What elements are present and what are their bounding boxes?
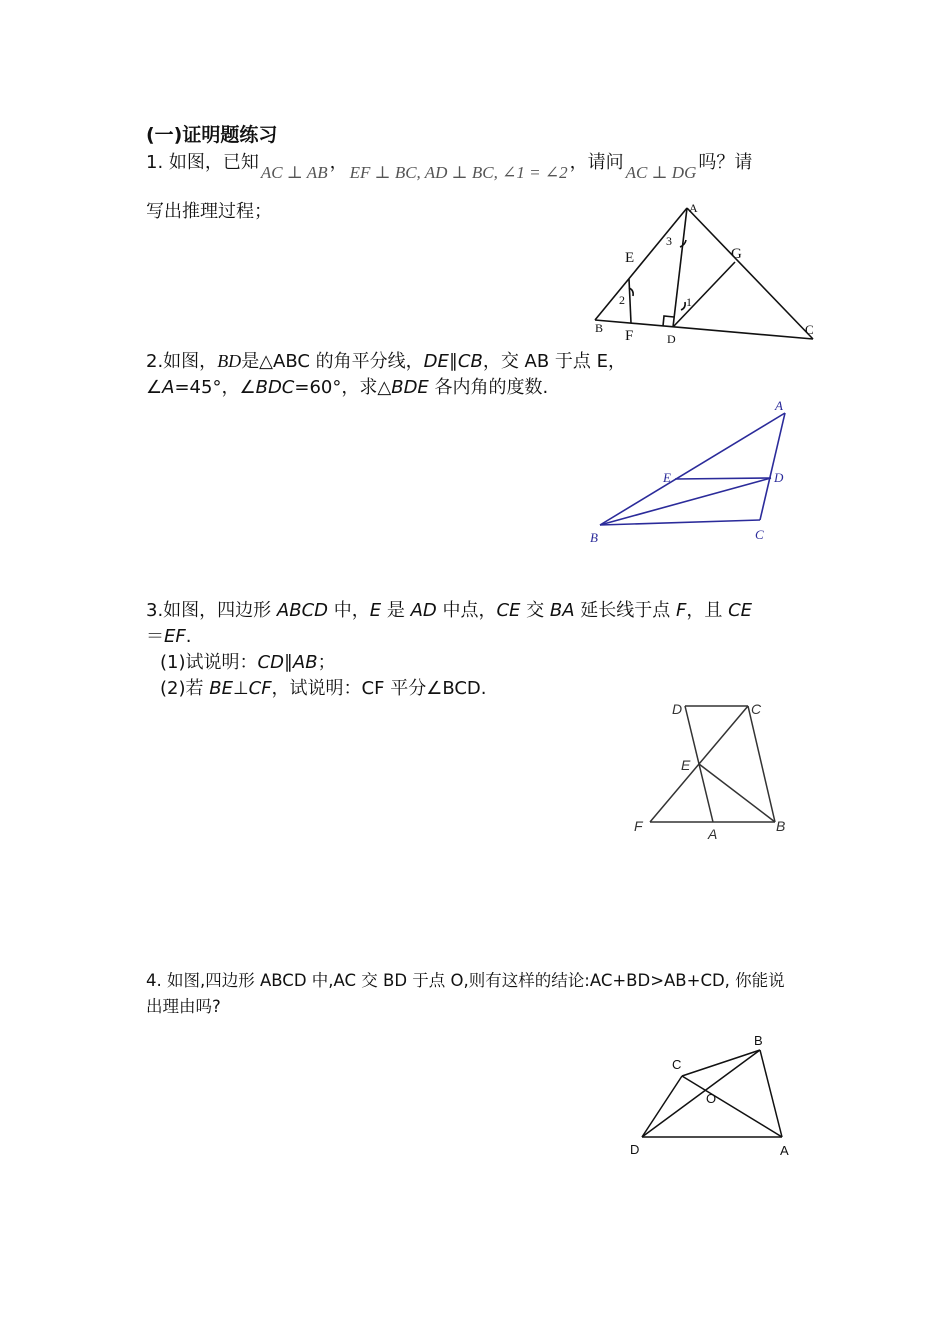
q2-label-B: B (590, 530, 598, 545)
q2-de-parallel: DE∥CB (423, 351, 483, 372)
q4-label-D: D (630, 1142, 640, 1157)
q4-seg-CB (682, 1050, 760, 1076)
q3-part1-text: (1)试说明： (160, 652, 258, 673)
q1-right-angle-mark (663, 316, 674, 326)
q2-seg-BC (600, 520, 760, 525)
q3-figure (630, 700, 800, 845)
q4-label-A: A (780, 1143, 789, 1158)
q2-text-6: 各内角的度数. (428, 377, 549, 398)
q3-period: . (185, 626, 192, 647)
q1-label-C: C (805, 322, 814, 337)
q3-label-C: C (751, 701, 762, 717)
q2-seg-BA (600, 413, 785, 525)
q1-seg-EF (629, 279, 631, 323)
q1-line2: 写出推理过程； (146, 201, 272, 222)
q3-text-5: 交 (520, 600, 550, 621)
q4-line1: 4. 如图,四边形 ABCD 中,AC 交 BD 于点 O,则有这样的结论:AC+BD>AB+CD, 你能说 (146, 971, 785, 990)
q3-part2-text: (2)若 (160, 678, 210, 699)
q1-label-B: B (595, 321, 604, 335)
q3-ef: EF (164, 626, 186, 647)
q3-text-4: 中点， (436, 600, 497, 621)
q3-text-6: 延长线于点 (574, 600, 677, 621)
q1-label-2: 2 (619, 293, 625, 307)
q2-line2 (146, 375, 548, 401)
q2-text-4: =45°，∠ (174, 377, 256, 398)
q2-label-E: E (663, 470, 671, 485)
q3-label-F: F (634, 818, 643, 834)
q3-text-7: ，且 (686, 600, 729, 621)
q2-seg-ED (675, 478, 771, 479)
q1-label-3: 3 (666, 234, 672, 248)
q2-seg-AC (760, 413, 785, 520)
q1-label-1: 1 (686, 295, 692, 309)
q1-suffix: 吗？请 (698, 152, 753, 173)
q4-line2: 出理由吗? (146, 997, 221, 1016)
q1-seg-DG (673, 262, 735, 327)
q2-text-1: 2.如图， (146, 351, 218, 372)
q3-label-D: D (672, 701, 683, 717)
q1-label-E: E (625, 250, 635, 266)
q3-text-2: 中， (328, 600, 370, 621)
q1-formula-3: AC ⊥ DG (625, 163, 697, 182)
q2-text-5: =60°，求△ (294, 377, 392, 398)
q1-sep: ， (329, 152, 348, 173)
q1-mid: ，请问 (569, 152, 624, 173)
q1-seg-AD (673, 208, 687, 327)
q2-angle-sym: ∠ (146, 377, 163, 398)
q3-line1 (146, 598, 752, 624)
q2-figure (585, 398, 815, 548)
q2-line1 (146, 348, 626, 375)
q1-figure (585, 200, 825, 350)
q3-part2 (160, 676, 487, 702)
q3-text-3: 是 (381, 600, 411, 621)
q1-label-G: G (731, 246, 742, 262)
q3-cd-parallel-ab: CD∥AB (257, 652, 318, 673)
q3-ad: AD (410, 600, 437, 621)
q3-label-A: A (708, 826, 718, 842)
q2-seg-BD (600, 478, 771, 525)
q3-abcd: ABCD (276, 600, 328, 621)
q3-line2 (146, 624, 191, 650)
q1-label-F: F (625, 328, 634, 344)
q4-seg-DC (642, 1076, 682, 1137)
q4-label-B: B (754, 1033, 763, 1048)
q3-part2-end: ，试说明：CF 平分∠BCD. (271, 678, 487, 699)
q1-formula-1: AC ⊥ AB (260, 163, 328, 182)
q3-be-perp-cf: BE⊥CF (209, 678, 272, 699)
q2-text-2: 是△ABC 的角平分线， (241, 351, 424, 372)
q3-label-E: E (681, 757, 691, 773)
q1-label-D: D (667, 332, 676, 346)
q1-seg-AC (687, 208, 813, 339)
q2-label-D: D (774, 470, 784, 485)
q3-label-B: B (776, 818, 786, 834)
q2-A: A (162, 377, 175, 398)
q3-text-1: 3.如图，四边形 (146, 600, 277, 621)
q4-figure (620, 1030, 810, 1165)
q2-text-3: ，交 AB 于点 E， (482, 351, 627, 372)
q4-label-C: C (672, 1057, 682, 1072)
q3-part1-end: ； (317, 652, 336, 673)
q3-e: E (369, 600, 382, 621)
q1-line1 (146, 150, 753, 182)
q2-bde: BDE (391, 377, 429, 398)
q4-label-O: O (706, 1091, 717, 1106)
q3-ba: BA (549, 600, 575, 621)
q3-f: F (676, 600, 687, 621)
q3-equals: ＝ (146, 626, 164, 647)
q3-part1 (160, 650, 336, 676)
q1-label-A: A (689, 201, 698, 215)
q2-bd: BD (217, 351, 242, 371)
q1-formula-2: EF ⊥ BC, AD ⊥ BC, ∠1 = ∠2 (349, 163, 568, 182)
q4-seg-BA (760, 1050, 782, 1137)
q3-ce-2: CE (728, 600, 753, 621)
q1-angle1-arc (681, 302, 685, 310)
q2-bdc: BDC (255, 377, 295, 398)
q3-ce: CE (496, 600, 521, 621)
q1-seg-BA (595, 208, 687, 320)
section-title: (一)证明题练习 (146, 124, 278, 146)
q1-prefix: 1. 如图，已知 (146, 152, 259, 173)
q4-seg-DB (642, 1050, 760, 1137)
q2-label-C: C (755, 527, 764, 542)
q2-label-A: A (775, 398, 783, 413)
q4-seg-CA (682, 1076, 782, 1137)
